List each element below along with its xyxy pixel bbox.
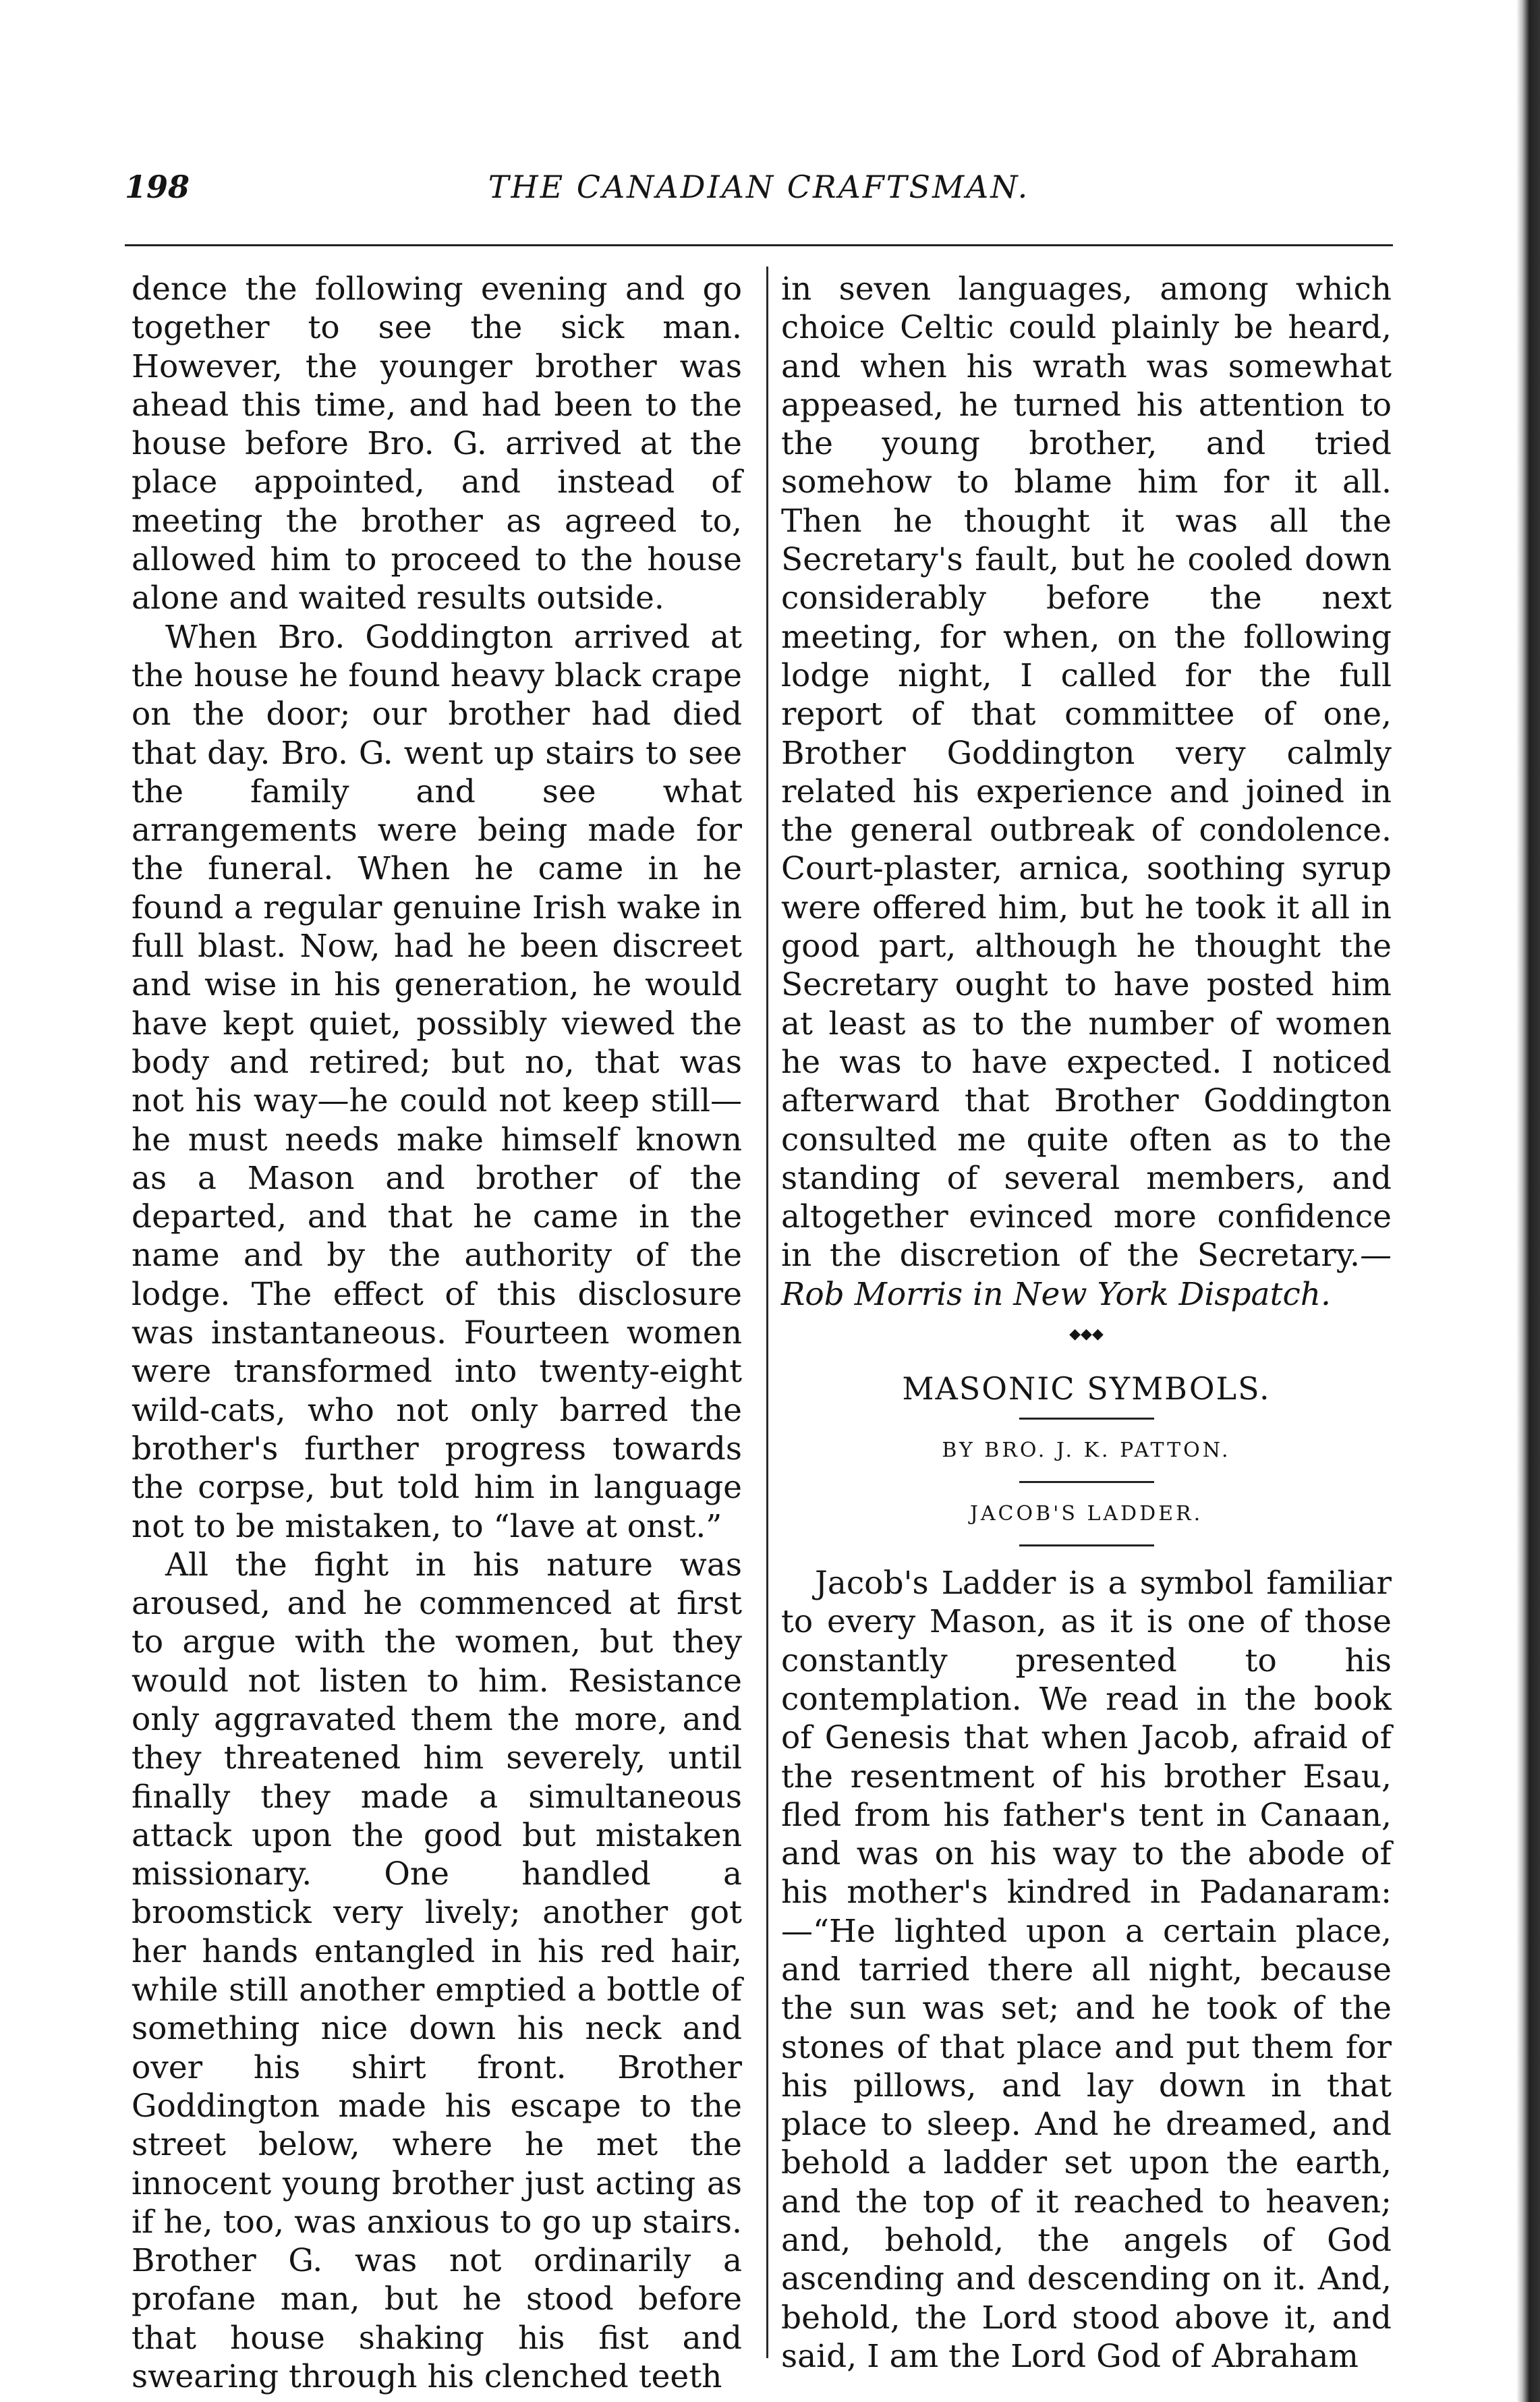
paragraph: dence the following evening and go together to see the sick man. However, the younger brother was ahead this time, and had been to the house before Bro. G. arrived at the place appointed, and instead of meeting the brother as agreed to, allowed him to proceed to the house alone and waited results outside. xyxy=(132,271,742,617)
right-column xyxy=(781,270,1392,2376)
paragraph-text: in seven languages, among which choice Celtic could plainly be heard, and when his wrath was somewhat appeased, he turned his attention to the young brother, and tried somehow to blame him for it all. Then he thought it was all the Secretary's fault, but he cooled down considerably before the next meeting, for when, on the following lodge night, I called for the full report of that committee of one, Brother Goddington very calmly related his experience and joined in the general outbreak of condolence. Court-plaster, arnica, soothing syrup were offered him, but he took it all in good part, although he thought the Secretary ought to have posted him at least as to the number of women he was to have expected. I noticed afterward that Brother Goddington consulted me quite often as to the standing of several members, and altogether evinced more confidence in the discretion of the Secretary. xyxy=(781,271,1392,1275)
header-rule xyxy=(125,244,1393,246)
section-title: MASONIC SYMBOLS. xyxy=(902,1370,1271,1407)
left-column xyxy=(132,270,742,2396)
article-signature: —Rob Morris in New York Dispatch. xyxy=(781,1237,1392,1313)
paragraph: When Bro. Goddington arrived at the house he found heavy black crape on the door; our brother had died that day. Bro. G. went up stairs to see the family and see what arrangements were being made for the funeral. When he came in he found a regular genuine Irish wake in full blast. Now, had he been discreet and wise in his generation, he would have kept quiet, possibly viewed the body and retired; but no, that was not his way—he could not keep still—he must needs make himself known as a Mason and brother of the departed, and that he came in the name and by the authority of the lodge. The effect of this disclosure was instantaneous. Fourteen women were transformed into twenty-eight wild-cats, who not only barred the brother's further progress towards the corpse, but told him in language not to be mistaken, to “lave at onst.” xyxy=(132,618,742,1545)
byline: BY BRO. J. K. PATTON. xyxy=(942,1439,1231,1463)
page-number: 198 xyxy=(125,169,190,205)
running-head: THE CANADIAN CRAFTSMAN. xyxy=(488,169,1030,205)
short-rule xyxy=(1019,1418,1154,1420)
article-paragraph xyxy=(781,270,1392,1314)
page-header xyxy=(125,169,1393,216)
subheading: JACOB'S LADDER. xyxy=(969,1502,1203,1526)
short-rule xyxy=(1019,1544,1154,1546)
scan-edge-shadow xyxy=(1516,0,1540,2402)
column-divider xyxy=(766,267,768,2358)
section-ornament: ◆◆◆ xyxy=(1069,1326,1104,1343)
paragraph: All the fight in his nature was aroused, and he commenced at first to argue with the women, but they would not listen to him. Resistance only aggravated them the more, and they threatened him severely, until finally they made a simultaneous attack upon the good but mistaken missionary. One handled a broomstick very lively; another got her hands entangled in his red hair, while still another emptied a bottle of something nice down his neck and over his shirt front. Brother Goddington made his escape to the street below, where he met the innocent young brother just acting as if he, too, was anxious to go up stairs. Brother G. was not ordinarily a profane man, but he stood before that house shaking his fist and swearing through his clenched teeth xyxy=(132,1546,742,2396)
short-rule xyxy=(1019,1481,1154,1483)
paragraph: Jacob's Ladder is a symbol familiar to every Mason, as it is one of those constantly presented to his contemplation. We read in the book of Genesis that when Jacob, afraid of the resentment of his brother Esau, fled from his father's tent in Canaan, and was on his way to the abode of his mother's kindred in Padanaram:—“He lighted upon a certain place, and tarried there all night, because the sun was set; and he took of the stones of that place and put them for his pillows, and lay down in that place to sleep. And he dreamed, and behold a ladder set upon the earth, and the top of it reached to heaven; and, behold, the angels of God ascending and descending on it. And, behold, the Lord stood above it, and said, I am the Lord God of Abraham xyxy=(781,1565,1392,2375)
